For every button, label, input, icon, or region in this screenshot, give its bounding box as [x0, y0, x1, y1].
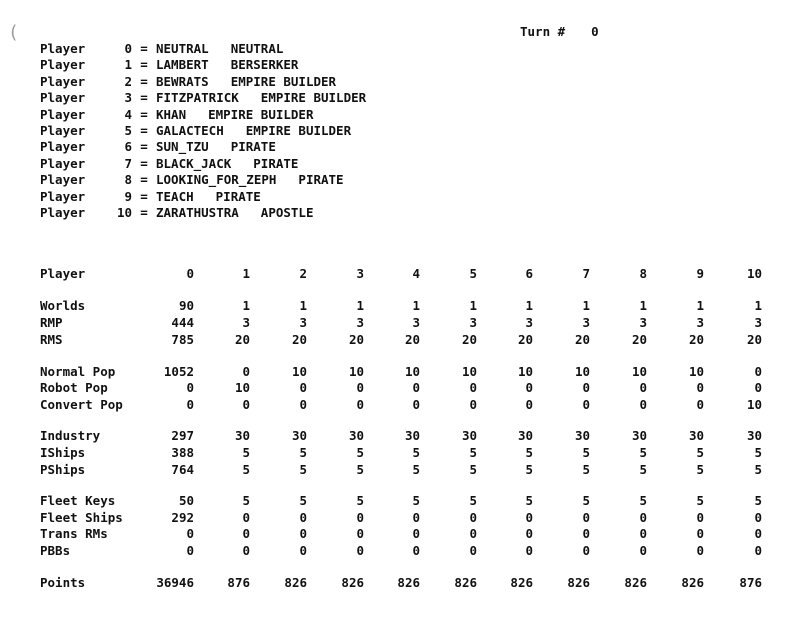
table-cell: 3 — [639, 315, 647, 330]
player-number: 5 — [124, 122, 132, 138]
table-cell: 826 — [624, 575, 647, 590]
table-cell: 0 — [356, 526, 364, 541]
table-cell: 10 — [517, 364, 533, 379]
table-cell: 1 — [299, 298, 307, 313]
row-label: Convert Pop — [40, 397, 123, 412]
table-cell: 1052 — [163, 364, 194, 379]
row-label: Trans RMs — [40, 526, 108, 541]
table-cell: 30 — [688, 428, 704, 443]
table-cell: 292 — [171, 510, 194, 525]
table-cell: 30 — [461, 428, 477, 443]
equals-sign: = — [140, 172, 148, 188]
table-cell: 1 — [469, 298, 477, 313]
table-cell: 444 — [171, 315, 194, 330]
player-prefix: Player — [40, 139, 86, 155]
player-role: PIRATE — [298, 172, 344, 188]
table-cell: 5 — [639, 462, 647, 477]
player-number: 1 — [124, 57, 132, 73]
turn-value: 0 — [591, 24, 599, 39]
player-number: 7 — [124, 155, 132, 171]
row-label: Worlds — [40, 298, 86, 313]
equals-sign: = — [140, 139, 148, 155]
table-cell: 5 — [356, 462, 364, 477]
table-cell: 30 — [517, 428, 533, 443]
table-row — [0, 364, 800, 380]
table-cell: 30 — [404, 428, 420, 443]
player-name: KHAN — [156, 106, 187, 122]
player-role: EMPIRE BUILDER — [245, 122, 352, 138]
player-number: 8 — [124, 172, 132, 188]
column-header: 2 — [299, 266, 307, 281]
table-cell: 90 — [178, 298, 194, 313]
table-cell: 10 — [574, 364, 590, 379]
table-cell: 0 — [356, 397, 364, 412]
player-name: ZARATHUSTRA — [156, 204, 239, 220]
player-role: PIRATE — [215, 188, 261, 204]
table-cell: 0 — [299, 510, 307, 525]
table-cell: 30 — [291, 428, 307, 443]
table-cell: 0 — [356, 510, 364, 525]
table-cell: 0 — [242, 526, 250, 541]
table-cell: 0 — [242, 510, 250, 525]
table-cell: 876 — [739, 575, 762, 590]
column-header: 0 — [186, 266, 194, 281]
player-number: 9 — [124, 188, 132, 204]
table-cell: 0 — [754, 510, 762, 525]
player-name: LOOKING_FOR_ZEPH — [156, 172, 277, 188]
equals-sign: = — [140, 122, 148, 138]
player-prefix: Player — [40, 57, 86, 73]
table-cell: 3 — [299, 315, 307, 330]
player-number: 4 — [124, 106, 132, 122]
table-row — [0, 462, 800, 478]
table-cell: 0 — [582, 397, 590, 412]
row-label: PBBs — [40, 543, 71, 558]
column-header: 5 — [469, 266, 477, 281]
player-role: NEUTRAL — [230, 41, 284, 56]
table-cell: 0 — [242, 543, 250, 558]
player-role: PIRATE — [253, 155, 299, 171]
table-cell: 0 — [356, 380, 364, 395]
equals-sign: = — [140, 155, 148, 171]
table-cell: 5 — [525, 445, 533, 460]
table-cell: 0 — [582, 543, 590, 558]
table-cell: 0 — [412, 543, 420, 558]
row-label: RMP — [40, 315, 63, 330]
table-cell: 5 — [696, 462, 704, 477]
table-row — [0, 575, 800, 591]
table-cell: 1 — [525, 298, 533, 313]
table-cell: 0 — [639, 543, 647, 558]
table-cell: 5 — [754, 445, 762, 460]
player-prefix: Player — [40, 41, 86, 56]
table-row — [0, 543, 800, 559]
equals-sign: = — [140, 188, 148, 204]
table-cell: 0 — [299, 380, 307, 395]
table-cell: 876 — [227, 575, 250, 590]
table-cell: 0 — [754, 364, 762, 379]
table-cell: 5 — [582, 493, 590, 508]
table-cell: 3 — [469, 315, 477, 330]
equals-sign: = — [140, 90, 148, 106]
turn-label: Turn # — [520, 24, 566, 39]
player-name: BEWRATS — [156, 73, 209, 89]
column-header: 1 — [242, 266, 250, 281]
column-header: 7 — [582, 266, 590, 281]
row-label: Robot Pop — [40, 380, 108, 395]
player-role: APOSTLE — [260, 204, 314, 220]
player-prefix: Player — [40, 73, 86, 89]
player-role: PIRATE — [230, 139, 276, 155]
table-cell: 20 — [574, 332, 590, 347]
table-cell: 0 — [412, 526, 420, 541]
player-role: BERSERKER — [230, 57, 299, 73]
row-label: RMS — [40, 332, 63, 347]
table-cell: 1 — [754, 298, 762, 313]
table-cell: 10 — [746, 397, 762, 412]
player-name: LAMBERT — [156, 57, 209, 73]
table-row — [0, 298, 800, 314]
table-cell: 5 — [525, 493, 533, 508]
table-cell: 0 — [299, 543, 307, 558]
table-cell: 5 — [242, 493, 250, 508]
table-cell: 3 — [754, 315, 762, 330]
table-cell: 5 — [242, 462, 250, 477]
player-number: 0 — [124, 41, 132, 56]
table-cell: 20 — [688, 332, 704, 347]
table-row — [0, 445, 800, 461]
table-cell: 3 — [356, 315, 364, 330]
table-row — [0, 510, 800, 526]
player-name: TEACH — [156, 188, 194, 204]
equals-sign: = — [140, 204, 148, 220]
equals-sign: = — [140, 73, 148, 89]
player-prefix: Player — [40, 188, 86, 204]
table-cell: 0 — [186, 526, 194, 541]
table-cell: 1 — [582, 298, 590, 313]
player-prefix: Player — [40, 90, 86, 106]
table-cell: 0 — [582, 380, 590, 395]
player-prefix: Player — [40, 172, 86, 188]
player-prefix: Player — [40, 204, 86, 220]
table-cell: 20 — [746, 332, 762, 347]
table-cell: 1 — [356, 298, 364, 313]
table-cell: 0 — [469, 526, 477, 541]
table-cell: 0 — [242, 364, 250, 379]
row-label: Fleet Ships — [40, 510, 123, 525]
player-role: EMPIRE BUILDER — [230, 73, 337, 89]
table-cell: 20 — [631, 332, 647, 347]
table-cell: 5 — [639, 493, 647, 508]
table-cell: 5 — [356, 445, 364, 460]
column-header: 3 — [356, 266, 364, 281]
table-header-row — [0, 266, 800, 282]
table-cell: 5 — [412, 493, 420, 508]
table-row — [0, 493, 800, 509]
table-cell: 0 — [299, 397, 307, 412]
table-row — [0, 397, 800, 413]
table-cell: 30 — [574, 428, 590, 443]
table-cell: 0 — [525, 543, 533, 558]
equals-sign: = — [140, 41, 148, 56]
table-cell: 20 — [348, 332, 364, 347]
table-cell: 30 — [746, 428, 762, 443]
table-cell: 1 — [696, 298, 704, 313]
player-number: 6 — [124, 139, 132, 155]
table-row — [0, 380, 800, 396]
column-header: 8 — [639, 266, 647, 281]
table-cell: 826 — [681, 575, 704, 590]
table-cell: 0 — [525, 380, 533, 395]
table-cell: 0 — [525, 397, 533, 412]
player-role: EMPIRE BUILDER — [208, 106, 314, 122]
table-cell: 10 — [461, 364, 477, 379]
table-cell: 30 — [234, 428, 250, 443]
table-cell: 0 — [696, 543, 704, 558]
player-prefix: Player — [40, 155, 86, 171]
table-cell: 826 — [397, 575, 420, 590]
table-cell: 0 — [412, 510, 420, 525]
table-cell: 5 — [412, 462, 420, 477]
player-number: 10 — [116, 204, 132, 220]
table-cell: 5 — [299, 493, 307, 508]
player-number: 3 — [124, 90, 132, 106]
table-cell: 0 — [639, 526, 647, 541]
player-role: EMPIRE BUILDER — [260, 90, 367, 106]
table-cell: 1 — [639, 298, 647, 313]
table-cell: 3 — [582, 315, 590, 330]
table-cell: 5 — [582, 445, 590, 460]
table-cell: 5 — [242, 445, 250, 460]
table-cell: 0 — [356, 543, 364, 558]
table-cell: 826 — [341, 575, 364, 590]
table-cell: 20 — [404, 332, 420, 347]
table-cell: 20 — [461, 332, 477, 347]
table-cell: 388 — [171, 445, 194, 460]
table-cell: 20 — [234, 332, 250, 347]
table-cell: 0 — [186, 397, 194, 412]
table-row — [0, 332, 800, 348]
player-name: BLACK_JACK — [156, 155, 232, 171]
table-cell: 10 — [688, 364, 704, 379]
table-cell: 5 — [582, 462, 590, 477]
page-corner-mark: ( — [8, 22, 19, 43]
table-cell: 5 — [299, 445, 307, 460]
table-cell: 785 — [171, 332, 194, 347]
table-cell: 3 — [525, 315, 533, 330]
table-cell: 3 — [696, 315, 704, 330]
table-cell: 50 — [178, 493, 194, 508]
table-cell: 5 — [754, 462, 762, 477]
player-name: SUN_TZU — [156, 139, 209, 155]
table-cell: 0 — [639, 380, 647, 395]
table-cell: 0 — [186, 380, 194, 395]
table-cell: 826 — [454, 575, 477, 590]
table-row — [0, 315, 800, 331]
table-cell: 5 — [412, 445, 420, 460]
table-cell: 20 — [291, 332, 307, 347]
player-name: FITZPATRICK — [156, 90, 239, 106]
equals-sign: = — [140, 106, 148, 122]
row-label: Normal Pop — [40, 364, 116, 379]
player-prefix: Player — [40, 106, 86, 122]
table-cell: 0 — [696, 526, 704, 541]
player-number: 2 — [124, 73, 132, 89]
table-cell: 5 — [525, 462, 533, 477]
row-label: IShips — [40, 445, 86, 460]
table-cell: 826 — [567, 575, 590, 590]
table-cell: 20 — [517, 332, 533, 347]
table-row — [0, 428, 800, 444]
row-label: Points — [40, 575, 86, 590]
table-cell: 0 — [525, 510, 533, 525]
table-row — [0, 526, 800, 542]
table-cell: 0 — [412, 380, 420, 395]
table-cell: 10 — [631, 364, 647, 379]
table-cell: 0 — [469, 380, 477, 395]
table-cell: 0 — [412, 397, 420, 412]
table-cell: 0 — [469, 510, 477, 525]
table-cell: 0 — [639, 397, 647, 412]
table-cell: 0 — [754, 526, 762, 541]
table-cell: 0 — [469, 397, 477, 412]
table-cell: 5 — [696, 493, 704, 508]
table-cell: 30 — [348, 428, 364, 443]
column-header: 4 — [412, 266, 420, 281]
row-label: Fleet Keys — [40, 493, 116, 508]
table-cell: 5 — [469, 493, 477, 508]
table-cell: 3 — [412, 315, 420, 330]
table-cell: 0 — [469, 543, 477, 558]
table-cell: 0 — [754, 380, 762, 395]
table-cell: 10 — [348, 364, 364, 379]
table-cell: 5 — [754, 493, 762, 508]
table-cell: 0 — [582, 526, 590, 541]
table-cell: 0 — [696, 380, 704, 395]
table-cell: 10 — [404, 364, 420, 379]
table-cell: 297 — [171, 428, 194, 443]
table-cell: 764 — [171, 462, 194, 477]
table-cell: 5 — [469, 445, 477, 460]
row-label: PShips — [40, 462, 86, 477]
column-header: 6 — [525, 266, 533, 281]
row-label: Industry — [40, 428, 101, 443]
header-label: Player — [40, 266, 86, 281]
table-cell: 1 — [242, 298, 250, 313]
table-cell: 0 — [299, 526, 307, 541]
table-cell: 30 — [631, 428, 647, 443]
table-cell: 5 — [639, 445, 647, 460]
table-cell: 0 — [242, 397, 250, 412]
table-cell: 0 — [696, 397, 704, 412]
player-name: NEUTRAL — [156, 41, 209, 56]
player-prefix: Player — [40, 122, 86, 138]
player-name: GALACTECH — [156, 122, 224, 138]
table-cell: 826 — [510, 575, 533, 590]
column-header: 9 — [696, 266, 704, 281]
table-cell: 1 — [412, 298, 420, 313]
table-cell: 10 — [291, 364, 307, 379]
table-cell: 0 — [525, 526, 533, 541]
table-cell: 5 — [356, 493, 364, 508]
table-cell: 826 — [284, 575, 307, 590]
table-cell: 5 — [696, 445, 704, 460]
table-cell: 5 — [299, 462, 307, 477]
column-header: 10 — [746, 266, 762, 281]
table-cell: 3 — [242, 315, 250, 330]
equals-sign: = — [140, 57, 148, 73]
table-cell: 0 — [582, 510, 590, 525]
table-cell: 0 — [186, 543, 194, 558]
table-cell: 0 — [639, 510, 647, 525]
table-cell: 0 — [696, 510, 704, 525]
table-cell: 10 — [234, 380, 250, 395]
table-cell: 0 — [754, 543, 762, 558]
table-cell: 36946 — [156, 575, 194, 590]
table-cell: 5 — [469, 462, 477, 477]
